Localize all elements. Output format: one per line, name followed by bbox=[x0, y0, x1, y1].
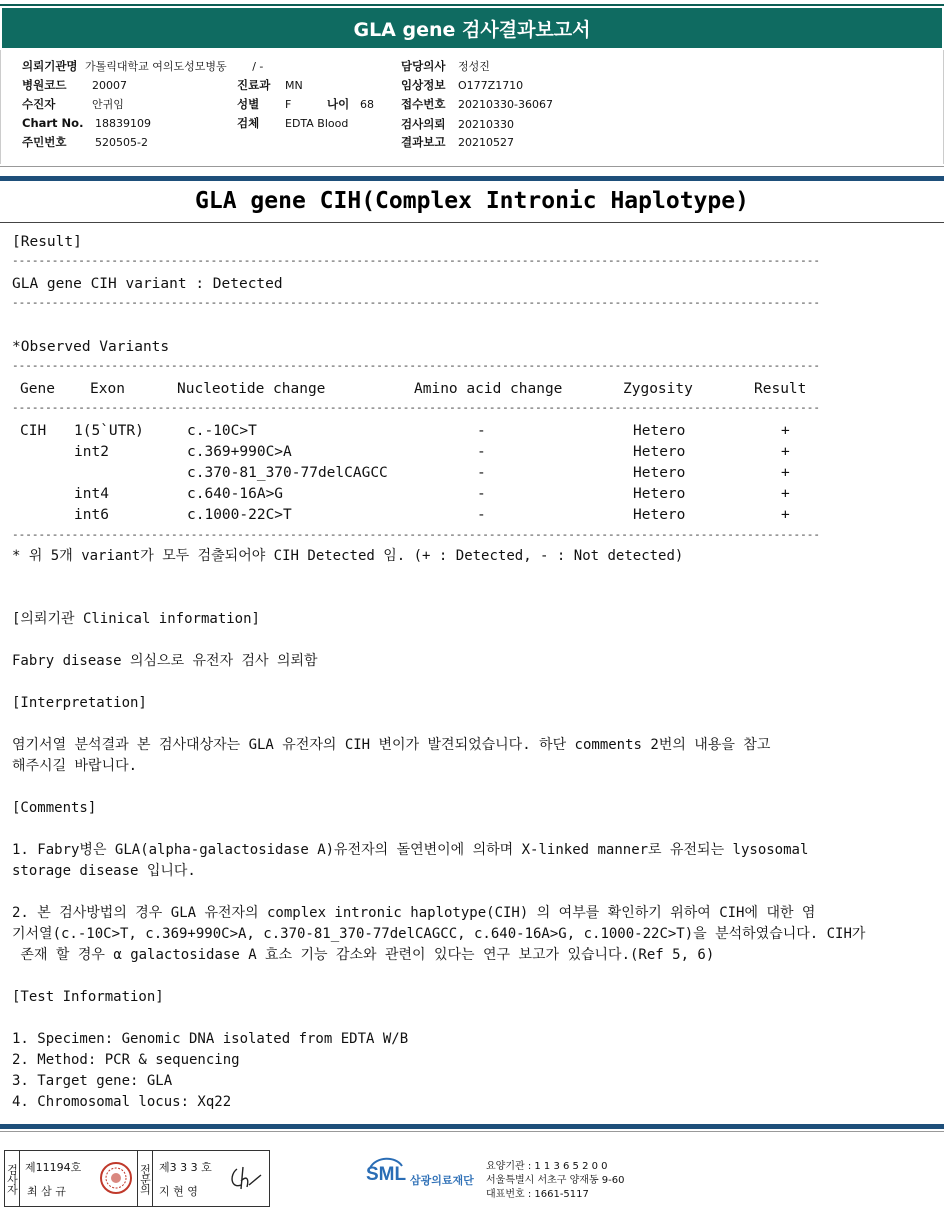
cell-result: + bbox=[781, 465, 790, 481]
dashed-rule: -------------------------------------------------------------------------------------------------------------------------- bbox=[12, 401, 820, 414]
cell-amino: - bbox=[477, 444, 486, 460]
cell-exon: int6 bbox=[74, 507, 109, 523]
cell-result: + bbox=[781, 507, 790, 523]
test-info-specimen: 1. Specimen: Genomic DNA isolated from EDTA W/B bbox=[12, 1031, 409, 1047]
report-date-value: 20210527 bbox=[458, 136, 514, 149]
col-header-amino-acid: Amino acid change bbox=[414, 381, 563, 397]
requesting-org-extra: / - bbox=[252, 60, 264, 73]
cell-zygosity: Hetero bbox=[633, 444, 686, 460]
variant-note: * 위 5개 variant가 모두 검출되어야 CIH Detected 임. (+ : Detected, - : Not detected) bbox=[12, 548, 684, 564]
cell-zygosity: Hetero bbox=[633, 465, 686, 481]
report-section-title: GLA gene CIH(Complex Intronic Haplotype) bbox=[195, 188, 749, 214]
col-header-zygosity: Zygosity bbox=[623, 381, 693, 397]
header-top-rule bbox=[0, 4, 944, 6]
divider-thick bbox=[0, 1124, 944, 1129]
sml-org-name: 삼광의료재단 bbox=[410, 1174, 474, 1187]
sml-address: 서울특별시 서초구 양재동 9-60 bbox=[486, 1175, 625, 1186]
divider bbox=[0, 166, 944, 167]
col-header-gene: Gene bbox=[20, 381, 55, 397]
cell-nucleotide: c.-10C>T bbox=[187, 423, 257, 439]
requesting-org-label: 의뢰기관명 bbox=[22, 59, 78, 73]
comment-2-line: 기서열(c.-10C>T, c.369+990C>A, c.370-81_370-77delCAGCC, c.640-16A>G, c.1000-22C>T)을 분석하였습니다. CIH가 bbox=[12, 926, 866, 942]
test-info-target: 3. Target gene: GLA bbox=[12, 1073, 173, 1089]
interpretation-header: [Interpretation] bbox=[12, 695, 147, 711]
test-info-header: [Test Information] bbox=[12, 989, 164, 1005]
chart-no-value: 18839109 bbox=[95, 117, 151, 130]
report-date-label: 결과보고 bbox=[401, 135, 446, 149]
comment-2-line: 존재 할 경우 α galactosidase A 효소 기능 감소와 관련이 있다는 연구 보고가 있습니다.(Ref 5, 6) bbox=[12, 947, 715, 963]
cell-result: + bbox=[781, 444, 790, 460]
cell-nucleotide: c.1000-22C>T bbox=[187, 507, 292, 523]
receipt-no-label: 접수번호 bbox=[401, 97, 446, 111]
dashed-rule: -------------------------------------------------------------------------------------------------------------------------- bbox=[12, 359, 820, 372]
test-info-locus: 4. Chromosomal locus: Xq22 bbox=[12, 1094, 232, 1110]
cell-nucleotide: c.369+990C>A bbox=[187, 444, 292, 460]
interpretation-line: 염기서열 분석결과 본 검사대상자는 GLA 유전자의 CIH 변이가 발견되었습니다. 하단 comments 2번의 내용을 참고 bbox=[12, 737, 771, 753]
age-value: 68 bbox=[360, 98, 374, 111]
specimen-label: 검체 bbox=[237, 116, 260, 130]
divider bbox=[0, 1131, 944, 1132]
comment-2-line: 2. 본 검사방법의 경우 GLA 유전자의 complex intronic haplotype(CIH) 의 여부를 확인하기 위하여 CIH에 대한 염 bbox=[12, 905, 816, 921]
col-header-result: Result bbox=[754, 381, 807, 397]
comments-header: [Comments] bbox=[12, 800, 97, 816]
cell-zygosity: Hetero bbox=[633, 507, 686, 523]
cell-amino: - bbox=[477, 465, 486, 481]
dept-value: MN bbox=[285, 79, 303, 92]
comment-1-line: storage disease 입니다. bbox=[12, 863, 196, 879]
cell-exon: int4 bbox=[74, 486, 109, 502]
sml-logo-text: SML bbox=[366, 1164, 407, 1185]
sex-value: F bbox=[285, 98, 292, 111]
signer2-license: 제3 3 3 호 bbox=[159, 1161, 212, 1174]
divider-thick bbox=[0, 176, 944, 181]
signer2-name: 지 현 영 bbox=[159, 1185, 198, 1198]
cell-nucleotide: c.370-81_370-77delCAGCC bbox=[187, 465, 388, 481]
request-date-value: 20210330 bbox=[458, 118, 514, 131]
receipt-no-value: 20210330-36067 bbox=[458, 98, 553, 111]
requesting-org-row bbox=[22, 58, 263, 74]
request-date-row bbox=[401, 116, 514, 132]
chart-no-row bbox=[22, 116, 151, 130]
clinical-info-row bbox=[401, 77, 523, 93]
cell-result: + bbox=[781, 423, 790, 439]
cell-zygosity: Hetero bbox=[633, 423, 686, 439]
dept-label: 진료과 bbox=[237, 78, 271, 92]
report-main-title: GLA gene 검사결과보고서 bbox=[353, 18, 591, 41]
col-header-nucleotide: Nucleotide change bbox=[177, 381, 326, 397]
specimen-row bbox=[237, 115, 348, 131]
test-info-method: 2. Method: PCR & sequencing bbox=[12, 1052, 240, 1068]
signer1-license: 제11194호 bbox=[25, 1161, 82, 1174]
doctor-row bbox=[401, 58, 490, 74]
clinical-info-header: [의뢰기관 Clinical information] bbox=[12, 611, 260, 627]
cell-amino: - bbox=[477, 507, 486, 523]
sml-institution-code: 요양기관 : 1 1 3 6 5 2 0 0 bbox=[486, 1161, 608, 1172]
clinical-info-label: 임상정보 bbox=[401, 78, 446, 92]
age-label: 나이 bbox=[327, 97, 350, 111]
signer2-role: 전문의 bbox=[137, 1151, 153, 1206]
signature-box bbox=[4, 1150, 270, 1207]
hospital-code-value: 20007 bbox=[92, 79, 127, 92]
receipt-no-row bbox=[401, 96, 553, 112]
col-header-exon: Exon bbox=[90, 381, 125, 397]
hospital-code-row bbox=[22, 77, 127, 93]
observed-variants-header: *Observed Variants bbox=[12, 339, 170, 355]
chart-no-label: Chart No. bbox=[22, 116, 84, 130]
patient-name-label: 수진자 bbox=[22, 97, 56, 111]
sex-label: 성별 bbox=[237, 97, 260, 111]
specimen-value: EDTA Blood bbox=[285, 117, 349, 130]
patient-name-value: 안귀임 bbox=[92, 98, 124, 111]
cell-amino: - bbox=[477, 486, 486, 502]
signer1-role: 검사자 bbox=[5, 1151, 20, 1206]
seal-stamp-icon bbox=[99, 1161, 133, 1198]
doctor-value: 정성진 bbox=[458, 60, 490, 73]
result-header: [Result] bbox=[12, 234, 82, 250]
doctor-label: 담당의사 bbox=[401, 59, 446, 73]
report-date-row bbox=[401, 134, 514, 150]
dashed-rule: -------------------------------------------------------------------------------------------------------------------------- bbox=[12, 528, 820, 541]
dept-row bbox=[237, 77, 303, 93]
request-date-label: 검사의뢰 bbox=[401, 117, 446, 131]
result-line: GLA gene CIH variant : Detected bbox=[12, 276, 283, 292]
cell-result: + bbox=[781, 486, 790, 502]
signer1-name: 최 삼 규 bbox=[27, 1185, 66, 1198]
cell-exon: int2 bbox=[74, 444, 109, 460]
handwritten-signature-icon bbox=[227, 1161, 265, 1198]
cell-amino: - bbox=[477, 423, 486, 439]
cell-gene: CIH bbox=[20, 423, 47, 439]
requesting-org-value: 가톨릭대학교 여의도성모병동 bbox=[85, 60, 227, 73]
title-underline bbox=[0, 222, 944, 223]
comment-1-line: 1. Fabry병은 GLA(alpha-galactosidase A)유전자의 돌연변이에 의하며 X-linked manner로 유전되는 lysosomal bbox=[12, 842, 809, 858]
ssn-value: 520505-2 bbox=[95, 136, 148, 149]
report-title-bar bbox=[2, 8, 942, 48]
clinical-info-value: O177Z1710 bbox=[458, 79, 524, 92]
hospital-code-label: 병원코드 bbox=[22, 78, 67, 92]
dashed-rule: -------------------------------------------------------------------------------------------------------------------------- bbox=[12, 296, 820, 309]
cell-nucleotide: c.640-16A>G bbox=[187, 486, 284, 502]
clinical-info-text: Fabry disease 의심으로 유전자 검사 의뢰함 bbox=[12, 653, 318, 669]
cell-zygosity: Hetero bbox=[633, 486, 686, 502]
ssn-row bbox=[22, 134, 148, 150]
dashed-rule: -------------------------------------------------------------------------------------------------------------------------- bbox=[12, 254, 820, 267]
interpretation-line: 해주시길 바랍니다. bbox=[12, 758, 138, 774]
patient-name-row bbox=[22, 96, 124, 112]
ssn-label: 주민번호 bbox=[22, 135, 67, 149]
cell-exon: 1(5`UTR) bbox=[74, 423, 144, 439]
sex-age-row bbox=[237, 96, 374, 112]
sml-phone: 대표번호 : 1661-5117 bbox=[486, 1189, 589, 1200]
